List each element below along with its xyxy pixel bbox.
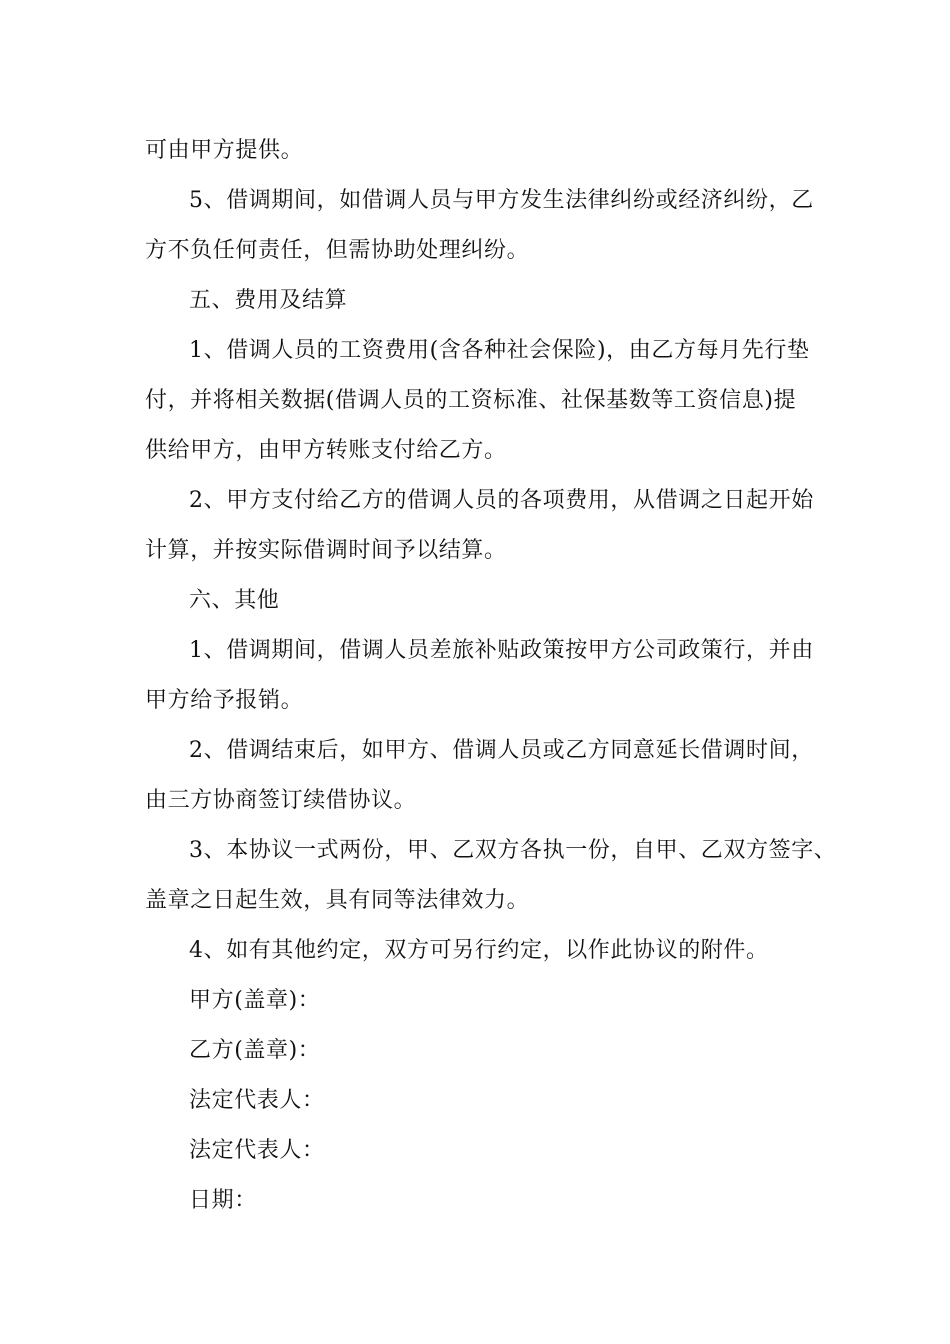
- text-line: 2、借调结束后，如甲方、借调人员或乙方同意延长借调时间，: [189, 738, 814, 763]
- signature-party-a: 甲方(盖章)：: [189, 988, 321, 1013]
- text-line: 1、借调人员的工资费用(含各种社会保险)，由乙方每月先行垫: [189, 338, 810, 363]
- text-line: 由三方协商签订续借协议。: [145, 788, 417, 813]
- signature-party-b: 乙方(盖章)：: [189, 1038, 321, 1063]
- text-line: 甲方给予报销。: [145, 688, 304, 713]
- text-line: 4、如有其他约定，双方可另行约定，以作此协议的附件。: [189, 938, 769, 963]
- text-line: 2、甲方支付给乙方的借调人员的各项费用，从借调之日起开始: [189, 488, 814, 513]
- text-line: 可由甲方提供。: [145, 138, 304, 163]
- text-line: 3、本协议一式两份，甲、乙双方各执一份，自甲、乙双方签字、: [189, 838, 837, 863]
- section-heading: 五、费用及结算: [189, 288, 348, 313]
- text-line: 计算，并按实际借调时间予以结算。: [145, 538, 507, 563]
- text-line: 供给甲方，由甲方转账支付给乙方。: [145, 438, 507, 463]
- text-line: 付，并将相关数据(借调人员的工资标准、社保基数等工资信息)提: [145, 388, 797, 413]
- text-line: 方不负任何责任，但需协助处理纠纷。: [145, 238, 530, 263]
- text-line: 1、借调期间，借调人员差旅补贴政策按甲方公司政策行，并由: [189, 638, 814, 663]
- legal-representative: 法定代表人：: [189, 1138, 325, 1163]
- text-line: 盖章之日起生效，具有同等法律效力。: [145, 888, 530, 913]
- section-heading: 六、其他: [189, 588, 280, 613]
- text-line: 5、借调期间，如借调人员与甲方发生法律纠纷或经济纠纷，乙: [189, 188, 814, 213]
- legal-representative: 法定代表人：: [189, 1088, 325, 1113]
- signature-date: 日期：: [189, 1188, 257, 1213]
